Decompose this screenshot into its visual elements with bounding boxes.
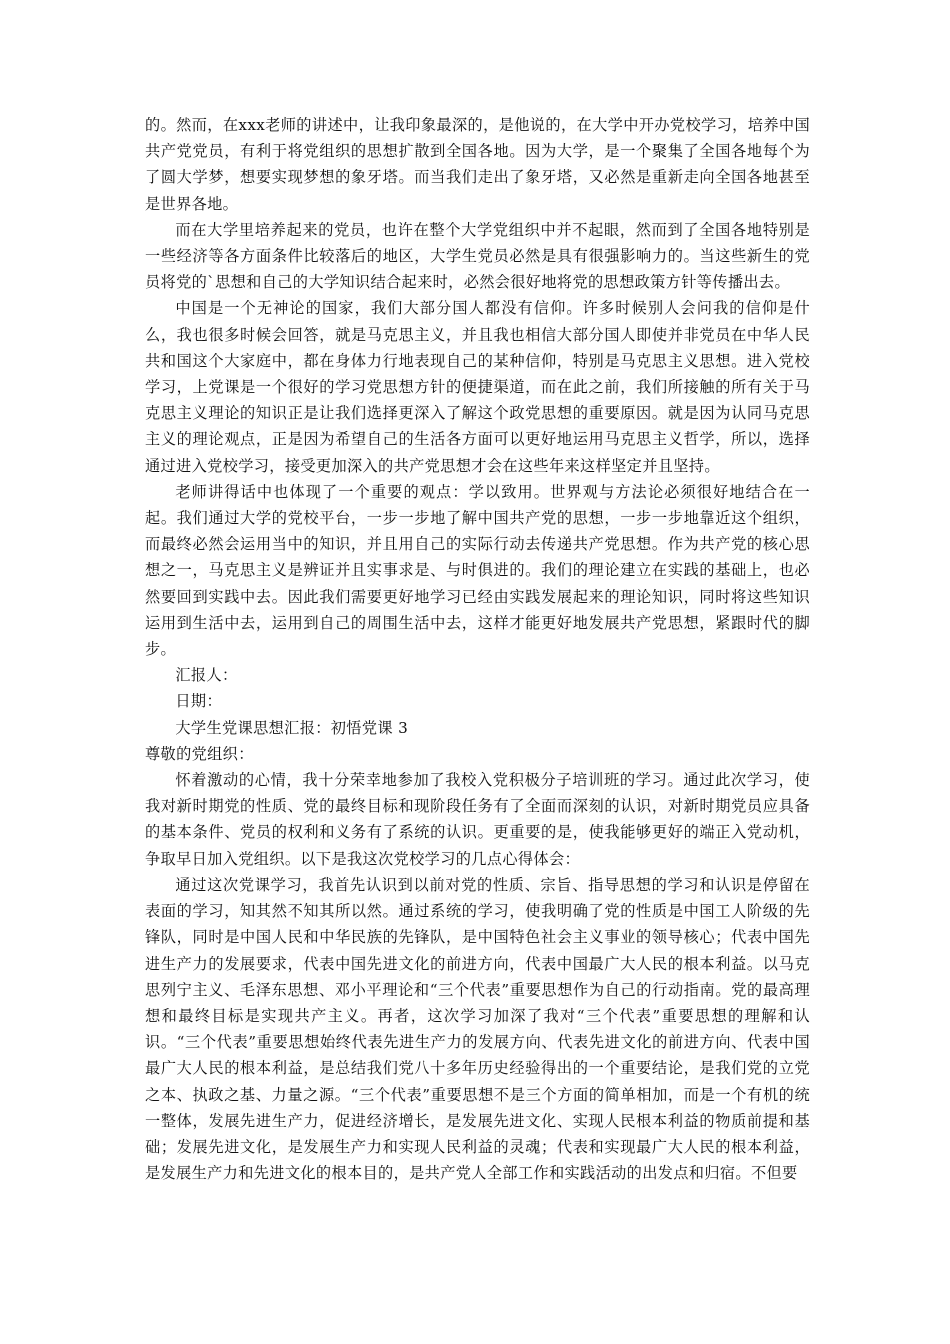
reporter-line: 汇报人： [175,666,238,685]
paragraph-practice: 老师讲得话中也体现了一个重要的观点：学以致用。世界观与方法论必须很好地结合在一起。我们通过大学的党校平台，一步一步地了解中国共产党的思想，一步一步地靠近这个组织，而最终必然会运用当中的知识，并且用自己的实际行动去传递共产党思想。作为共产党的核心思想之一，马克思主义是辨证并且实事求是、与时俱进的。我们的理论建立在实践的基础上，也必然要回到实践中去。因此我们需要更好地学习已经由实践发展起来的理论知识，同时将这些知识运用到生活中去，运用到自己的周围生活中去，这样才能更好地发展共产党思想，紧跟时代的脚步。 [145,482,810,659]
paragraph-three-represents: 通过这次党课学习，我首先认识到以前对党的性质、宗旨、指导思想的学习和认识是停留在表面的学习，知其然不知其所以然。通过系统的学习，使我明确了党的性质是中国工人阶级的先锋队，同时是中国人民和中华民族的先锋队，是中国特色社会主义事业的领导核心；代表中国先进生产力的发展要求，代表中国先进文化的前进方向，代表中国最广大人民的根本利益。以马克思列宁主义、毛泽东思想、邓小平理论和“三个代表”重要思想作为自己的行动指南。党的最高理想和最终目标是实现共产主义。再者，这次学习加深了我对“三个代表”重要思想的理解和认识。“三个代表”重要思想始终代表先进生产力的发展方向、代表先进文化的前进方向、代表中国最广大人民的根本利益，是总结我们党八十多年历史经验得出的一个重要结论，是我们党的立党之本、执政之基、力量之源。“三个代表”重要思想不是三个方面的简单相加，而是一个有机的统一整体，发展先进生产力，促进经济增长，是发展先进文化、实现人民根本利益的物质前提和基础；发展先进文化，是发展生产力和实现人民利益的灵魂；代表和实现最广大人民的根本利益，是发展生产力和先进文化的根本目的，是共产党人全部工作和实践活动的出发点和归宿。不但要 [145,875,810,1183]
salutation: 尊敬的党组织： [145,744,254,763]
paragraph-student-members: 而在大学里培养起来的党员，也许在整个大学党组织中并不起眼，然而到了全国各地特别是一些经济等各方面条件比较落后的地区，大学生党员必然是具有很强影响力的。当这些新生的党员将党的`思想和自己的大学知识结合起来时，必然会很好地将党的思想政策方针等传播出去。 [145,220,810,292]
section-title: 大学生党课思想汇报：初悟党课 3 [175,718,409,737]
paragraph-continuation: 的。然而，在xxx老师的讲述中，让我印象最深的，是他说的，在大学中开办党校学习，培养中国共产党党员，有利于将党组织的思想扩散到全国各地。因为大学，是一个聚集了全国各地每个为了圆大学梦，想要实现梦想的象牙塔。而当我们走出了象牙塔，又必然是重新走向全国各地甚至是世界各地。 [145,116,810,213]
paragraph-training-intro: 怀着激动的心情，我十分荣幸地参加了我校入党积极分子培训班的学习。通过此次学习，使我对新时期党的性质、党的最终目标和现阶段任务有了全面而深刻的认识，对新时期党员应具备的基本条件、党员的权利和义务有了系统的认识。更重要的是，使我能够更好的端正入党动机，争取早日加入党组织。以下是我这次党校学习的几点心得体会： [145,771,810,868]
paragraph-belief: 中国是一个无神论的国家，我们大部分国人都没有信仰。许多时候别人会问我的信仰是什么，我也很多时候会回答，就是马克思主义，并且我也相信大部分国人即使并非党员在中华人民共和国这个大家庭中，都在身体力行地表现自己的某种信仰，特别是马克思主义思想。进入党校学习，上党课是一个很好的学习党思想方针的便捷渠道，而在此之前，我们所接触的所有关于马克思主义理论的知识正是让我们选择更深入了解这个政党思想的重要原因。就是因为认同马克思主义的理论观点，正是因为希望自己的生活各方面可以更好地运用马克思主义哲学，所以，选择通过进入党校学习，接受更加深入的共产党思想才会在这些年来这样坚定并且坚持。 [145,299,810,475]
date-line: 日期： [175,692,223,711]
document-page [145,112,810,1186]
